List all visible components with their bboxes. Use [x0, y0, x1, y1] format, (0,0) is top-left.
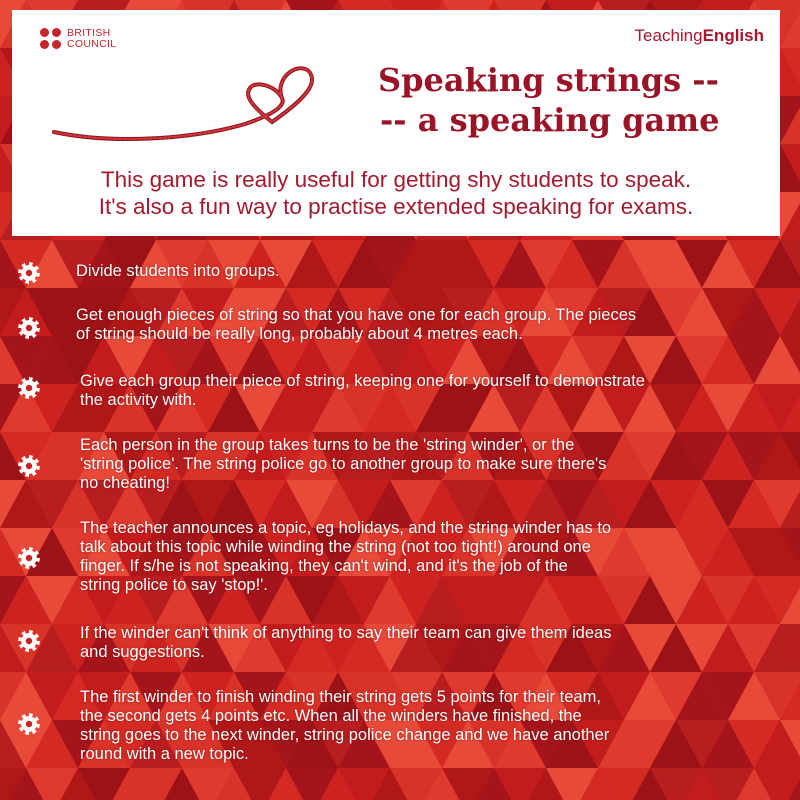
- gear-icon: [17, 454, 41, 478]
- step-line: string goes to the next winder, string police change and we have another: [80, 726, 610, 744]
- step-text: [80, 624, 611, 662]
- gear-icon: [17, 261, 41, 285]
- step-text: [80, 519, 611, 595]
- gear-icon: [17, 546, 41, 570]
- step-text: [76, 262, 280, 281]
- step-text: [80, 688, 609, 764]
- step-line: The teacher announces a topic, eg holidays, and the string winder has to: [80, 519, 612, 537]
- gear-icon: [17, 316, 41, 340]
- step-line: string police to say 'stop!'.: [80, 576, 268, 594]
- step-text: [80, 372, 645, 410]
- step-line: Give each group their piece of string, keeping one for yourself to demonstrate: [80, 372, 645, 390]
- org-name-line2: COUNCIL: [67, 38, 117, 50]
- step-line: no cheating!: [80, 474, 170, 492]
- step-text: [80, 436, 606, 493]
- step-line: talk about this topic while winding the string (not too tight!) around one: [80, 538, 591, 556]
- site-suffix: English: [702, 26, 764, 45]
- site-prefix: Teaching: [634, 26, 703, 45]
- step-line: the second gets 4 points etc. When all the winders have finished, the: [80, 707, 582, 725]
- step-text: [76, 306, 636, 344]
- step-line: Each person in the group takes turns to be the 'string winder', or the: [80, 436, 575, 454]
- gear-icon: [17, 376, 41, 400]
- step-line: of string should be really long, probably about 4 metres each.: [76, 325, 523, 343]
- step-line: Get enough pieces of string so that you have one for each group. The pieces: [76, 306, 637, 324]
- step-line: round with a new topic.: [80, 745, 249, 763]
- title-line1: Speaking strings --: [378, 61, 719, 99]
- step-line: finger. If s/he is not speaking, they can't wind, and it's the job of the: [80, 557, 568, 575]
- gear-icon: [17, 712, 41, 736]
- org-name-line1: BRITISH: [67, 27, 111, 39]
- intro-line2: It's also a fun way to practise extended speaking for exams.: [98, 194, 694, 219]
- gear-icon: [17, 629, 41, 653]
- step-line: The first winder to finish winding their string gets 5 points for their team,: [80, 688, 601, 706]
- step-line: 'string police'. The string police go to another group to make sure there's: [80, 455, 607, 473]
- step-line: If the winder can't think of anything to say their team can give them ideas: [80, 624, 612, 642]
- step-line: and suggestions.: [80, 643, 205, 661]
- step-line: Divide students into groups.: [76, 262, 280, 280]
- step-line: the activity with.: [80, 391, 197, 409]
- intro-line1: This game is really useful for getting shy students to speak.: [100, 167, 692, 192]
- title-line2: -- a speaking game: [380, 101, 720, 139]
